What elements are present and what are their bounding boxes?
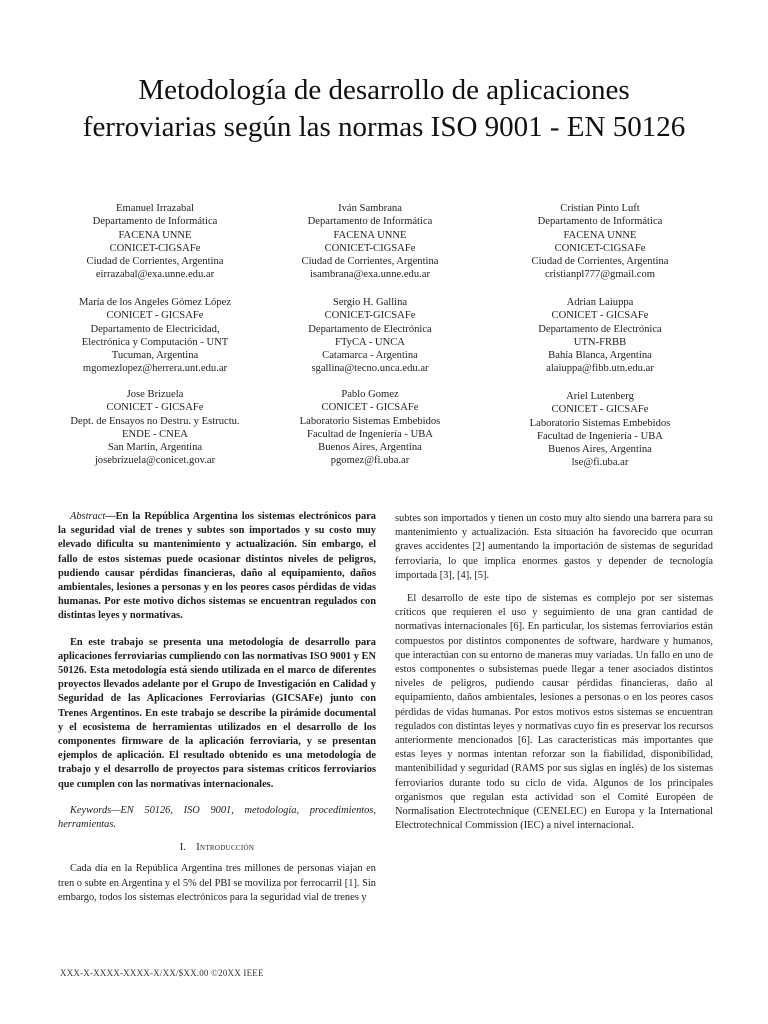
left-column xyxy=(58,510,376,905)
author-block-8 xyxy=(260,388,480,468)
author-name: Pablo Gomez xyxy=(341,389,399,400)
keywords-text: —EN 50126, ISO 9001, metodología, procedimientos, herramientas. xyxy=(58,804,376,831)
author-name: Adrian Laiuppa xyxy=(566,297,634,308)
author-affiliation: Departamento de Informática xyxy=(92,216,218,228)
author-location: Buenos Aires, Argentina xyxy=(548,444,652,456)
author-email: josebrizuela@conicet.gov.ar xyxy=(94,455,216,467)
author-name: Ariel Lutenberg xyxy=(566,391,634,402)
author-email: cristianpl777@gmail.com xyxy=(544,269,656,281)
author-affiliation: CONICET - GICSAFe xyxy=(106,402,204,414)
author-affiliation: CONICET - GICSAFe xyxy=(551,310,649,322)
author-location: Ciudad de Corrientes, Argentina xyxy=(86,256,224,268)
abstract xyxy=(58,510,376,624)
section-heading-introduction xyxy=(58,841,376,855)
author-affiliation: FACENA UNNE xyxy=(333,229,407,241)
author-email: sgallina@tecno.unca.edu.ar xyxy=(311,363,429,375)
author-email: alaiuppa@fibb.utn.edu.ar xyxy=(546,363,654,375)
author-affiliation: Facultad de Ingeniería - UBA xyxy=(537,430,663,442)
introduction-paragraph-1-continued: subtes son importados y tienen un costo muy alto siendo una barrera para su mantenimiento y actualización. Esta situación ha favorecido que ocurran graves accidentes [2] aumentando la importación de sistemas de seguridad ferroviaria, lo que implica enormes gastos y depender de tecnología importada [3], [4], [5]. xyxy=(395,513,713,581)
author-email: eirrazabal@exa.unne.edu.ar xyxy=(95,269,215,281)
abstract-paragraph-2: En este trabajo se presenta una metodología de desarrollo para aplicaciones ferroviarias cumpliendo con las normativas ISO 9001 y EN 50126. Esta metodología está siendo utilizada en el marco de diferentes proyectos llevados adelante por el Grupo de Investigación en Calidad y Seguridad de las Aplicaciones Ferroviarias (GICSAFe) junto con Trenes Argentinos. En este trabajo se describe la pirámide documental y el ecosistema de herramientas utilizados en el desarrollo de los componentes firmware de la aplicación ferroviaria, y se presentan ejemplos de aplicación. El resultado obtenido es una metodología de trabajo y el desarrollo de proyectos para sistemas críticos ferroviarios que cumplen con las normativas internacionales. xyxy=(58,636,376,790)
author-location: Ciudad de Corrientes, Argentina xyxy=(301,256,439,268)
author-location: Bahía Blanca, Argentina xyxy=(548,350,652,362)
author-block-7 xyxy=(45,388,265,468)
author-affiliation: Departamento de Electricidad, xyxy=(90,323,220,335)
author-location: Ciudad de Corrientes, Argentina xyxy=(531,256,669,268)
author-affiliation: ENDE - CNEA xyxy=(122,428,188,440)
author-affiliation: Laboratorio Sistemas Embebidos xyxy=(299,415,441,427)
author-affiliation: CONICET - GICSAFe xyxy=(321,402,419,414)
author-affiliation: CONICET-GICSAFe xyxy=(324,310,416,322)
author-affiliation: Departamento de Electrónica xyxy=(308,323,432,335)
author-affiliation: Departamento de Informática xyxy=(307,216,433,228)
author-affiliation: CONICET - GICSAFe xyxy=(106,310,204,322)
introduction-paragraph-2: El desarrollo de este tipo de sistemas es complejo por ser sistemas críticos que requieren el uso y seguimiento de una gran cantidad de normativas internacionales [6]. En particular, los sistemas ferroviarios están compuestos por distintos componentes de software, hardware y humanos, que interactúan con su entorno de maneras muy variadas. Un fallo en uno de estos componentes o subsistemas puede llegar a tener asociados distintos niveles de peligros, pudiendo causar pérdidas financieras, daño al equipamiento, daños ambientales, lesiones a personas o en los peores casos pérdidas de vidas humanas. Por estos motivos estos sistemas se encuentran regulados con distintas leyes y normativas cuyo fin es preservar los recursos anteriormente mencionados [6]. Las características más importantes que estas leyes y normas intentan reforzar son la fiabilidad, disponibilidad, mantenibilidad y seguridad (RAMS por sus siglas en inglés) de los sistemas ferroviarios durante todo su ciclo de vida. Algunos de los principales organismos que regulan esta actividad son el Comité Européen de Normalisation Electrotechnique (CENELEC) en Europa y la International Electrotechnical Commission (IEC) a nivel internacional. xyxy=(395,593,713,832)
author-name: Iván Sambrana xyxy=(338,203,402,214)
keywords-label: Keywords xyxy=(70,804,112,816)
author-email: lse@fi.uba.ar xyxy=(571,457,629,469)
author-email: isambrana@exa.unne.edu.ar xyxy=(309,269,431,281)
author-affiliation: CONICET-CIGSAFe xyxy=(109,242,201,254)
author-affiliation: CONICET-CIGSAFe xyxy=(324,242,416,254)
title-line-1: Metodología de desarrollo de aplicaciones xyxy=(138,74,630,106)
author-name: Jose Brizuela xyxy=(126,389,184,400)
author-affiliation: Dept. de Ensayos no Destru. y Estructu. xyxy=(70,415,240,427)
copyright-footer: XXX-X-XXXX-XXXX-X/XX/$XX.00 ©20XX IEEE xyxy=(60,968,264,978)
author-affiliation: FTyCA - UNCA xyxy=(335,336,405,348)
author-affiliation: Electrónica y Computación - UNT xyxy=(81,336,229,348)
author-location: Catamarca - Argentina xyxy=(322,350,418,362)
author-block-3 xyxy=(490,202,710,282)
abstract-label: Abstract xyxy=(70,511,106,522)
paper-title xyxy=(40,72,728,146)
author-name: María de los Angeles Gómez López xyxy=(78,297,232,308)
author-affiliation: Departamento de Informática xyxy=(537,216,663,228)
author-location: Tucuman, Argentina xyxy=(111,350,199,362)
author-block-6 xyxy=(490,296,710,376)
author-affiliation: FACENA UNNE xyxy=(118,229,192,241)
author-name: Emanuel Irrazabal xyxy=(116,203,194,214)
author-affiliation: UTN-FRBB xyxy=(573,336,627,348)
keywords xyxy=(58,804,376,832)
section-title: Introducción xyxy=(196,842,255,854)
author-block-5 xyxy=(260,296,480,376)
abstract-text: —En la República Argentina los sistemas electrónicos para la seguridad vial de trenes y subtes son importados y su costo muy elevado dificulta su mantenimiento y actualización. Sin embargo, el fallo de estos sistemas puede ocasionar distintos niveles de peligros, pudiendo causar pérdidas financieras, daño al equipamiento, daños ambientales, lesiones a personas y en los peores casos pérdidas de vidas humanas. Por este motivo dichos sistemas se encuentran regulados con distintas leyes y normativas. xyxy=(58,511,376,622)
author-location: San Martin, Argentina xyxy=(107,442,203,454)
introduction-paragraph-1: Cada día en la República Argentina tres millones de personas viajan en tren o subte en Argentina y el 5% del PBI se moviliza por ferrocarril [1]. Sin embargo, todos los sistemas electrónicos para la seguridad vial de trenes y xyxy=(58,863,376,903)
author-affiliation: FACENA UNNE xyxy=(563,229,637,241)
author-block-2 xyxy=(260,202,480,282)
author-affiliation: Departamento de Electrónica xyxy=(538,323,662,335)
title-line-2: ferroviarias según las normas ISO 9001 - EN 50126 xyxy=(82,111,686,143)
author-block-1 xyxy=(45,202,265,282)
author-email: pgomez@fi.uba.ar xyxy=(330,455,410,467)
author-affiliation: Facultad de Ingeniería - UBA xyxy=(307,428,433,440)
author-block-4 xyxy=(45,296,265,376)
author-location: Buenos Aires, Argentina xyxy=(318,442,422,454)
author-affiliation: CONICET - GICSAFe xyxy=(551,404,649,416)
author-name: Cristian Pinto Luft xyxy=(560,203,640,214)
right-column xyxy=(395,512,713,833)
section-number: I. xyxy=(179,842,186,854)
author-affiliation: Laboratorio Sistemas Embebidos xyxy=(529,417,671,429)
author-block-9 xyxy=(490,390,710,470)
author-affiliation: CONICET-CIGSAFe xyxy=(554,242,646,254)
author-name: Sergio H. Gallina xyxy=(332,297,408,308)
author-email: mgomezlopez@herrera.unt.edu.ar xyxy=(82,363,228,375)
